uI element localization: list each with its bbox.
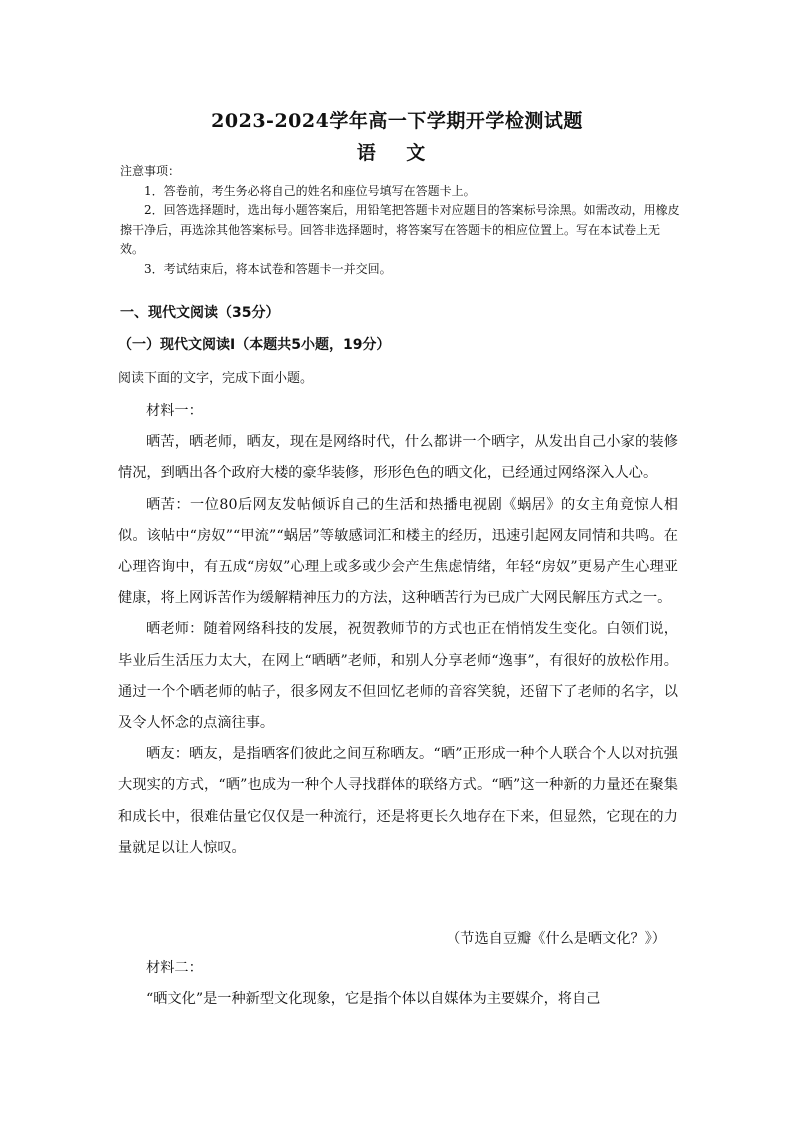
material-two-label: 材料二： <box>146 960 203 976</box>
paragraph: 晒苦，晒老师，晒友，现在是网络时代，什么都讲一个晒字，从发出自己小家的装修情况，到晒出各个政府大楼的豪华装修，形形色色的晒文化，已经通过网络深入人心。 <box>118 434 678 482</box>
material-one <box>118 396 678 864</box>
notice-item-2: 2．回答选择题时，选出每小题答案后，用铅笔把答题卡对应题目的答案标号涂黑。如需改动，用橡皮擦干净后，再选涂其他答案标号。回答非选择题时，将答案写在答题卡的相应位置上。写在本试卷上无效。 <box>120 203 680 256</box>
paragraph: 晒苦：一位80后网友发帖倾诉自己的生活和热播电视剧《蜗居》的女主角竟惊人相似。该帖中“房奴”“甲流”“蜗居”等敏感词汇和楼主的经历，迅速引起网友同情和共鸣。在心理咨询中，有五成“房奴”心理上或多或少会产生焦虑情绪，年轻“房奴”更易产生心理亚健康，将上网诉苦作为缓解精神压力的方法，这种晒苦行为已成广大网民解压方式之一。 <box>118 496 678 607</box>
subject-title: 语 文 <box>356 142 438 164</box>
notice-item-3: 3．考试结束后，将本试卷和答题卡一并交回。 <box>144 261 392 276</box>
subsection-heading: （一）现代文阅读Ⅰ（本题共5小题，19分） <box>118 337 391 353</box>
material-two <box>118 953 678 1015</box>
notice-item-1: 1．答卷前，考生务必将自己的姓名和座位号填写在答题卡上。 <box>144 183 476 198</box>
notice-heading: 注意事项： <box>120 164 181 178</box>
section-heading: 一、现代文阅读（35分） <box>120 305 280 321</box>
notice-block <box>120 162 680 279</box>
paragraph: 晒友：晒友，是指晒客们彼此之间互称晒友。“晒”正形成一种个人联合个人以对抗强大现实的方式，“晒”也成为一种个人寻找群体的联络方式。“晒”这一种新的力量还在聚集和成长中，很难估量它仅仅是一种流行，还是将更长久地存在下来，但显然，它现在的力量就足以让人惊叹。 <box>118 746 678 856</box>
paragraph: “晒文化”是一种新型文化现象，它是指个体以自媒体为主要媒介，将自己 <box>146 991 601 1008</box>
source-citation: （节选自豆瓣《什么是晒文化？》） <box>446 931 666 947</box>
exam-title: 2023-2024学年高一下学期开学检测试题 <box>211 110 583 132</box>
reading-instruction: 阅读下面的文字，完成下面小题。 <box>118 371 314 386</box>
paragraph: 晒老师：随着网络科技的发展，祝贺教师节的方式也正在悄悄发生变化。白领们说，毕业后生活压力太大，在网上“晒晒”老师，和别人分享老师“逸事”，有很好的放松作用。通过一个个晒老师的帖子，很多网友不但回忆老师的音容笑貌，还留下了老师的名字，以及令人怀念的点滴往事。 <box>118 621 678 732</box>
material-one-label: 材料一： <box>146 403 203 419</box>
